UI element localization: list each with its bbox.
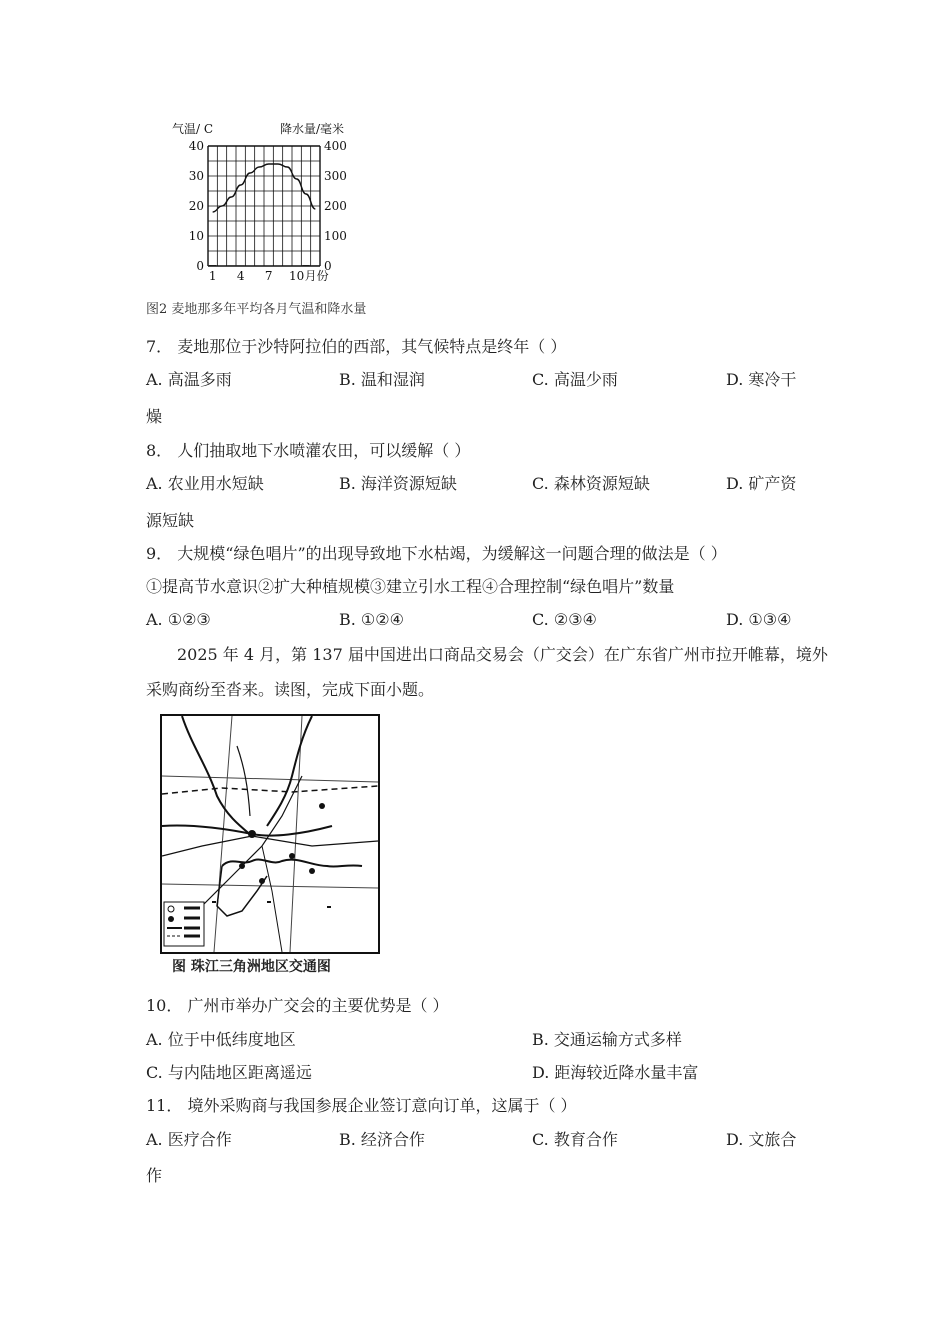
left-tick-label: 30 (188, 169, 204, 183)
pearl-river-delta-map (160, 714, 380, 954)
question-8-option-d[interactable]: D. 矿产资 (726, 474, 797, 493)
question-7-option-a[interactable]: A. 高温多雨 (146, 370, 232, 389)
question-9-option-b[interactable]: B. ①②④ (339, 610, 404, 629)
question-11-stem: 11． 境外采购商与我国参展企业签订意向订单，这属于（ ） (146, 1096, 577, 1115)
question-9-option-d[interactable]: D. ①③④ (726, 610, 792, 629)
right-tick-label: 0 (324, 259, 332, 273)
question-11-option-d-wrap: 作 (146, 1166, 163, 1185)
question-8-option-c[interactable]: C. 森林资源短缺 (532, 474, 650, 493)
left-tick-label: 20 (188, 199, 204, 213)
x-tick-label: 7 (264, 269, 273, 283)
x-unit-label: 月份 (304, 269, 329, 283)
question-7-option-b[interactable]: B. 温和湿润 (339, 370, 425, 389)
question-11-option-c[interactable]: C. 教育合作 (532, 1130, 618, 1149)
question-10-stem: 10． 广州市举办广交会的主要优势是（ ） (146, 996, 449, 1015)
question-9-option-a[interactable]: A. ①②③ (146, 610, 211, 629)
question-11-option-b[interactable]: B. 经济合作 (339, 1130, 425, 1149)
map-caption: 图 珠江三角洲地区交通图 (172, 959, 331, 975)
chart-grid (208, 146, 320, 266)
question-9-stem: 9． 大规模“绿色唱片”的出现导致地下水枯竭，为缓解这一问题合理的做法是（ ） (146, 544, 727, 563)
question-10-option-c[interactable]: C. 与内陆地区距离遥远 (146, 1063, 312, 1082)
question-7-option-d[interactable]: D. 寒冷干 (726, 370, 797, 389)
x-tick-label: 4 (236, 269, 245, 283)
question-11-option-a[interactable]: A. 医疗合作 (146, 1130, 232, 1149)
x-tick-label: 10 (289, 269, 305, 283)
question-8-stem: 8． 人们抽取地下水喷灌农田，可以缓解（ ） (146, 441, 471, 460)
left-axis-label: 气温/ C (172, 122, 214, 136)
right-axis-label: 降水量/毫米 (280, 122, 345, 136)
precip-bar (237, 265, 244, 266)
precip-bar (228, 265, 235, 266)
precip-bar (312, 265, 319, 266)
question-8-option-b[interactable]: B. 海洋资源短缺 (339, 474, 457, 493)
left-tick-label: 0 (196, 259, 204, 273)
precip-bar (209, 265, 216, 266)
right-tick-label: 300 (324, 169, 347, 183)
question-7-stem: 7． 麦地那位于沙特阿拉伯的西部，其气候特点是终年（ ） (146, 337, 567, 356)
climate-chart (160, 118, 380, 286)
passage-line-1: 2025 年 4 月，第 137 届中国进出口商品交易会（广交会）在广东省广州市拉开帷幕，境外 (177, 645, 828, 664)
question-7-option-c[interactable]: C. 高温少雨 (532, 370, 618, 389)
map-drawing (162, 716, 378, 952)
question-10-option-d[interactable]: D. 距海较近降水量丰富 (532, 1063, 699, 1082)
passage-line-2: 采购商纷至沓来。读图，完成下面小题。 (146, 680, 435, 699)
question-8-option-d-wrap: 源短缺 (146, 511, 195, 530)
question-10-option-a[interactable]: A. 位于中低纬度地区 (146, 1030, 296, 1049)
question-7-option-d-wrap: 燥 (146, 407, 163, 426)
question-10-option-b[interactable]: B. 交通运输方式多样 (532, 1030, 682, 1049)
precip-bar (302, 265, 309, 266)
x-tick-label: 1 (208, 269, 217, 283)
left-tick-label: 40 (188, 139, 204, 153)
left-tick-label: 10 (188, 229, 204, 243)
right-tick-label: 100 (324, 229, 347, 243)
right-tick-label: 400 (324, 139, 347, 153)
question-9-option-c[interactable]: C. ②③④ (532, 610, 597, 629)
chart-caption: 图2 麦地那多年平均各月气温和降水量 (146, 302, 367, 317)
question-9-statements: ①提高节水意识②扩大种植规模③建立引水工程④合理控制“绿色唱片”数量 (146, 577, 675, 596)
question-11-option-d[interactable]: D. 文旅合 (726, 1130, 797, 1149)
right-tick-label: 200 (324, 199, 347, 213)
question-8-option-a[interactable]: A. 农业用水短缺 (146, 474, 264, 493)
